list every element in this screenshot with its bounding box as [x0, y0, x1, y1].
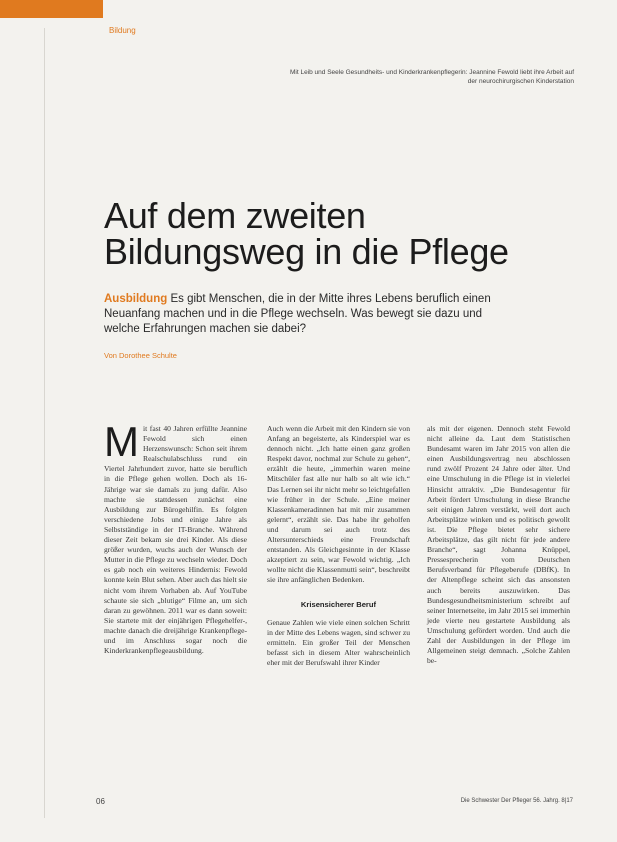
photo-caption: Mit Leib und Seele Gesundheits- und Kinderkrankenpflegerin: Jeannine Fewold liebt ihre Arbeit auf der neurochirurgischen Kinderstation — [289, 69, 574, 85]
text-column-2 — [267, 424, 410, 668]
publication-footer: Die Schwester Der Pfleger 56. Jahrg. 8|17 — [460, 798, 573, 804]
text-column-1 — [104, 418, 247, 656]
section-label: Bildung — [109, 26, 136, 35]
body-paragraph: als mit der eigenen. Dennoch steht Fewold nicht alleine da. Laut dem Statistischen Bundesamt waren im Jahr 2015 von allen die einen Ausbildungsvertrag neu abschlossen rund zwölf Prozent 24 Jahre oder älter. Und eine Umschulung in die Pflege ist in vielerlei Hinsicht attraktiv. „Die Bundesagentur für Arbeit fördert Umschulung in diese Branche seit einigen Jahren verstärkt, weil dort auch Arbeitsplätze winken und es politisch gewollt ist. Die Pflege bietet sehr sichere Arbeitsplätze, das gilt nicht für jede andere Branche“, sagt Johanna Knüppel, Pressesprecherin vom Deutschen Berufsverband für Pflegeberufe (DBfK). In der Altenpflege scheint sich das ansonsten auch bereits auszuwirken. Das Bundesgesundheitsministerium schreibt auf seiner Internetseite, im Jahr 2015 sei immerhin jede vierte neu gestartete Ausbildung als Umschulung gefördert worden. Und auch die Zahl der Ausbildungen in der Pflege im Allgemeinen steigt demnach. „Solche Zahlen be- — [427, 424, 570, 666]
section-tab — [0, 0, 103, 18]
article-title: Auf dem zweiten Bildungsweg in die Pflege — [104, 195, 509, 272]
binding-shadow — [44, 28, 45, 818]
section-subhead: Krisensicherer Beruf — [300, 599, 377, 609]
text-column-3 — [427, 424, 570, 666]
lead-kicker: Ausbildung — [104, 293, 168, 305]
lead-text: Es gibt Menschen, die in der Mitte ihres Lebens beruflich einen Neuanfang machen und in die Pflege wechseln. Was bewegt sie dazu und welche Erfahrungen machen sie dabei? — [104, 293, 491, 335]
body-paragraph: Auch wenn die Arbeit mit den Kindern sie von Anfang an begeisterte, als Kinderspiel war es dennoch nicht. „Ich hatte einen ganz großen Respekt davor, nochmal zur Schule zu gehen“, erzählt die heute, „immerhin waren meine Mitschüler fast alle nur halb so alt wie ich.“ Das Lernen sei ihr nicht mehr so leichtgefallen wie früher in der Schule. „Eine meiner Klassenkameradinnen hat mit mir zusammen gelernt“, erzählt sie. Das habe ihr geholfen und darum sei auch trotz des Altersunterschieds eine Freundschaft entstanden. Als Gleichgesinnte in der Klasse akzeptiert zu sein, war Fewold wichtig. „Ich wollte nicht die Klassenmutti sein“, beschreibt sie ihre anfänglichen Bedenken. — [267, 424, 410, 585]
article-lead — [104, 292, 514, 337]
body-paragraph: Genaue Zahlen wie viele einen solchen Schritt in der Mitte des Lebens wagen, sind schwer zu ermitteln. Ein großer Teil der Menschen befasst sich in diesem Alter wahrscheinlich eher mit der Berufswahl ihrer Kinder — [267, 617, 410, 667]
body-paragraph: it fast 40 Jahren erfüllte Jeannine Fewold sich einen Herzenswunsch: Schon seit ihrem Realschulabschluss rund ein Viertel Jahrhundert zuvor, hatte sie beruflich in die Pflege gehen wollen. Doch als 16-Jährige war sie damals zu jung dafür. Also machte sie stattdessen zunächst eine Ausbildung zur Bürogehilfin. Es folgten verschiedene Jobs und einige Jahre als Selbstständige in der IT-Branche. Während dieser Zeit bekam sie drei Kinder. Als diese größer wurden, wuchs auch der Wunsch der Mutter in die Pflege zu wechseln wieder. Doch es gab noch ein weiteres Hindernis: Fewold konnte kein Blut sehen. Aber auch das hielt sie nicht vom ihrem Vorhaben ab. Auf YouTube schaute sie sich „blutige“ Filme an, um sich daran zu gewöhnen. 2011 war es dann soweit: Sie startete mit der einjährigen Pflegehelfer-, machte danach die dreijährige Krankenpflege- und im Anschluss sogar noch die Kinderkrankenpflegeausbildung. — [104, 424, 247, 656]
drop-cap: M — [104, 418, 139, 465]
article-byline: Von Dorothee Schulte — [104, 351, 177, 360]
page-number: 06 — [96, 797, 105, 806]
